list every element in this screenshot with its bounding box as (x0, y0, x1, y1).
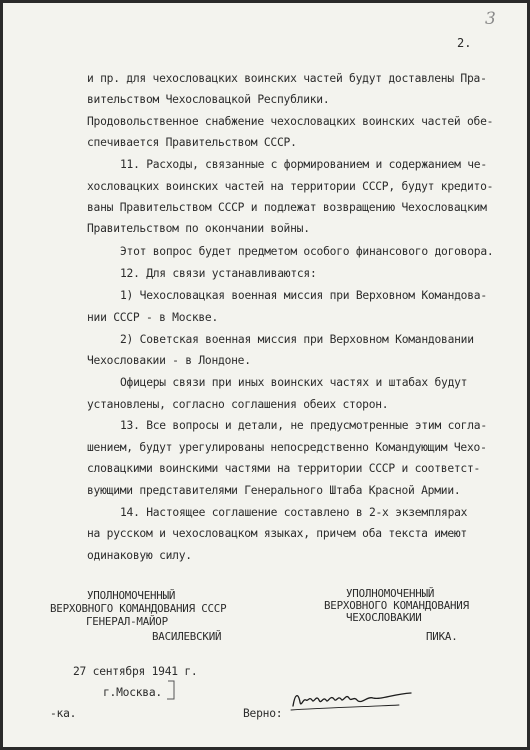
text-line: установлены, согласно соглашения обеих сторон. (87, 398, 389, 411)
left-signatory-name: ВАСИЛЕВСКИЙ (152, 630, 222, 643)
text-line: шением, будут урегулированы непосредственно Командующим Чехо- (87, 441, 487, 454)
text-line: Офицеры связи при иных воинских частях и штабах будут (120, 376, 468, 389)
text-line: ваны Правительством СССР и подлежат возвращению Чехословацким (87, 201, 487, 214)
text-line: хословацких воинских частей на территории СССР, будут кредито- (87, 180, 494, 193)
text-line: 13. Все вопросы и детали, не предусмотренные этим согла- (120, 419, 487, 432)
text-line: спечивается Правительством СССР. (87, 136, 297, 149)
text-line: нии СССР - в Москве. (87, 311, 219, 324)
text-line: одинаковую силу. (87, 549, 192, 562)
verified-label: Верно: (243, 707, 283, 720)
right-signatory-title: ЧЕХОСЛОВАКИИ (346, 611, 422, 624)
text-line: Этот вопрос будет предметом особого финансового договора. (120, 245, 494, 258)
typist-initials: -ка. (50, 707, 77, 720)
text-line: на русском и чехословацком языках, причем оба текста имеют (87, 527, 467, 540)
page-number: 2. (457, 36, 472, 50)
document-date: 27 сентября 1941 г. (73, 665, 198, 678)
text-line: 1) Чехословацкая военная миссия при Верховном Командова- (120, 289, 487, 302)
right-signatory-title: ВЕРХОВНОГО КОМАНДОВАНИЯ (324, 599, 469, 612)
text-line: 11. Расходы, связанные с формированием и содержанием че- (120, 158, 487, 171)
left-signatory-rank: ГЕНЕРАЛ-МАЙОР (86, 615, 168, 628)
place-bracket-mark (165, 679, 179, 703)
handwritten-signature (289, 688, 419, 712)
right-signatory-name: ПИКА. (426, 630, 458, 643)
document-page (3, 3, 527, 747)
text-line: Правительством по окончании войны. (87, 222, 310, 235)
text-line: словацкими воинскими частями на территории СССР и соответст- (87, 462, 481, 475)
text-line: и пр. для чехословацких воинских частей будут доставлены Пра- (87, 72, 487, 85)
document-place: г.Москва. (103, 686, 162, 699)
right-signatory-title: УПОЛНОМОЧЕННЫЙ (346, 587, 435, 600)
text-line: вительством Чехословацкой Республики. (87, 93, 330, 106)
handwritten-page-number: 3 (485, 9, 496, 29)
left-signatory-title: УПОЛНОМОЧЕННЫЙ (87, 589, 176, 602)
left-signatory-title: ВЕРХОВНОГО КОМАНДОВАНИЯ СССР (50, 602, 227, 615)
text-line: вующими представителями Генерального Штаба Красной Армии. (87, 484, 461, 497)
text-line: 14. Настоящее соглашение составлено в 2-х экземплярах (120, 506, 468, 519)
text-line: Продовольственное снабжение чехословацких воинских частей обе- (87, 115, 494, 128)
text-line: Чехословакии - в Лондоне. (87, 354, 251, 367)
text-line: 12. Для связи устанавливаются: (120, 267, 317, 280)
text-line: 2) Советская военная миссия при Верховном Командовании (120, 333, 474, 346)
